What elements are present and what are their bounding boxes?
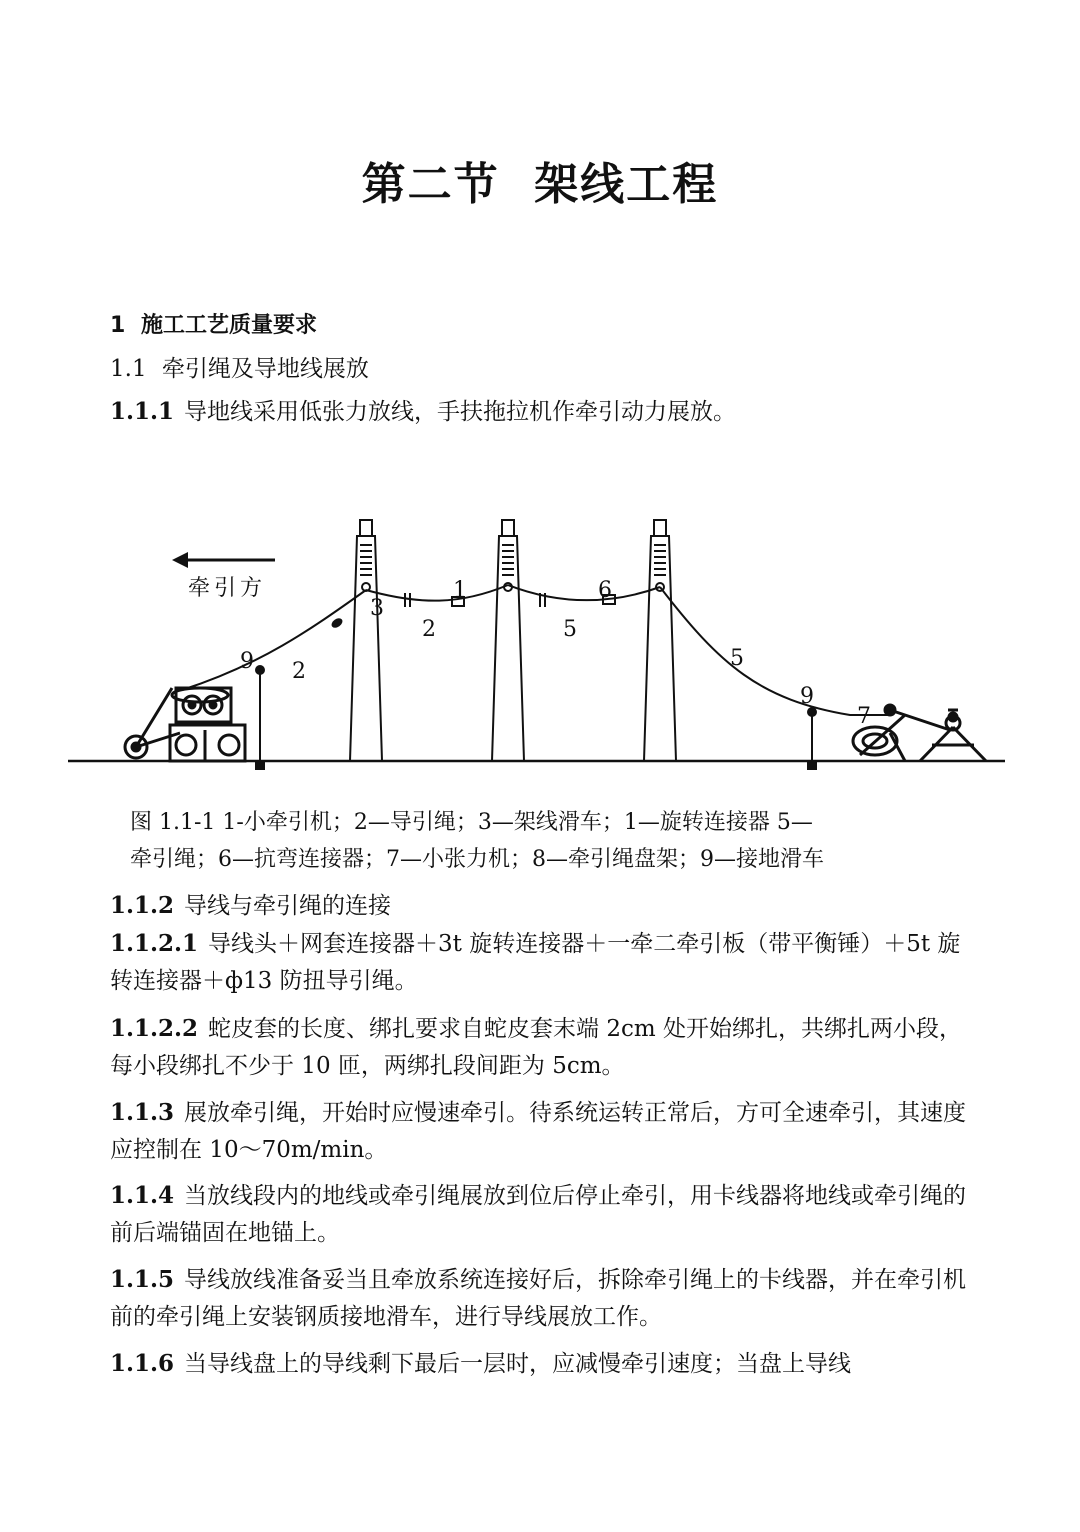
label-3: 3 [370, 596, 384, 621]
tower-right [644, 520, 676, 761]
paragraph-number: 1.1.4 [110, 1182, 175, 1209]
paragraph-text: 导地线采用低张力放线，手扶拖拉机作牵引动力展放。 [184, 399, 737, 425]
paragraph-number: 1.1.2 [110, 892, 175, 919]
label-2-span: 2 [422, 617, 436, 642]
direction-label: 牵引方 [188, 576, 267, 601]
paragraph-text: 展放牵引绳，开始时应慢速牵引。待系统运转正常后，方可全速牵引，其速度应控制在 10～70m/min。 [110, 1100, 967, 1163]
label-1: 1 [453, 578, 467, 603]
paragraph-1-1-2-2 [110, 1010, 980, 1085]
page-title: 第二节 架线工程 [361, 159, 719, 210]
section-label: 施工工艺质量要求 [140, 313, 317, 338]
pilot-rope-span1 [366, 585, 508, 601]
stringing-diagram [60, 505, 1020, 785]
pulling-rope-right [660, 587, 890, 715]
paragraph-number: 1.1.5 [110, 1266, 175, 1293]
section-heading-1 [110, 308, 317, 339]
paragraph-text: 当导线盘上的导线剩下最后一层时，应减慢牵引速度；当盘上导线 [184, 1351, 852, 1377]
section-label: 牵引绳及导地线展放 [161, 356, 369, 382]
paragraph-number: 1.1.3 [110, 1099, 175, 1126]
caption-line-1: 图 1.1-1 1-小牵引机；2—导引绳；3—架线滑车；1—旋转连接器 5— [130, 810, 813, 835]
paragraph-1-1-6 [110, 1345, 980, 1383]
caption-line-2: 牵引绳；6—抗弯连接器；7—小张力机；8—牵引绳盘架；9—接地滑车 [130, 847, 824, 872]
grounding-pulley-left [256, 666, 264, 769]
paragraph-1-1-4 [110, 1177, 980, 1252]
section-number: 1 [110, 313, 126, 338]
paragraph-number: 1.1.2.2 [110, 1015, 199, 1042]
small-puller-machine [125, 688, 245, 761]
label-7: 7 [857, 704, 871, 729]
paragraph-number: 1.1.6 [110, 1350, 175, 1377]
pulling-rope-span2 [508, 585, 660, 600]
paragraph-number: 1.1.2.1 [110, 930, 199, 957]
paragraph-1-1-2 [110, 887, 391, 920]
label-2-left: 2 [292, 659, 306, 684]
section-number: 1.1 [110, 356, 147, 382]
tower-left [350, 520, 382, 761]
pilot-rope-left [182, 590, 366, 690]
paragraph-text: 蛇皮套的长度、绑扎要求自蛇皮套末端 2cm 处开始绑扎，共绑扎两小段，每小段绑扎不少于 10 匝，两绑扎段间距为 5cm。 [110, 1016, 962, 1079]
label-9-left: 9 [240, 649, 254, 674]
figure-caption [110, 804, 980, 878]
label-5-span: 5 [563, 617, 577, 642]
traction-direction-arrow [172, 552, 275, 568]
paragraph-text: 导线放线准备妥当且牵放系统连接好后，拆除牵引绳上的卡线器，并在牵引机前的牵引绳上安装钢质接地滑车，进行导线展放工作。 [110, 1267, 967, 1330]
paragraph-1-1-2-1 [110, 925, 980, 1000]
section-heading-1-1 [110, 350, 369, 383]
label-9-right: 9 [800, 684, 814, 709]
tower-middle [492, 520, 524, 761]
paragraph-1-1-5 [110, 1261, 980, 1336]
paragraph-text: 当放线段内的地线或牵引绳展放到位后停止牵引，用卡线器将地线或牵引绳的前后端锚固在地锚上。 [110, 1183, 967, 1246]
label-6: 6 [598, 578, 612, 603]
paragraph-1-1-3 [110, 1094, 980, 1169]
label-5-right: 5 [730, 646, 744, 671]
paragraph-number: 1.1.1 [110, 398, 175, 425]
rope-reel-stand [920, 710, 986, 761]
paragraph-1-1-1 [110, 393, 736, 426]
paragraph-text: 导线头＋网套连接器＋3t 旋转连接器＋一牵二牵引板（带平衡锤）＋5t 旋转连接器＋ф13 防扭导引绳。 [110, 931, 961, 994]
rope-clamp [330, 616, 344, 629]
paragraph-text: 导线与牵引绳的连接 [184, 893, 392, 919]
